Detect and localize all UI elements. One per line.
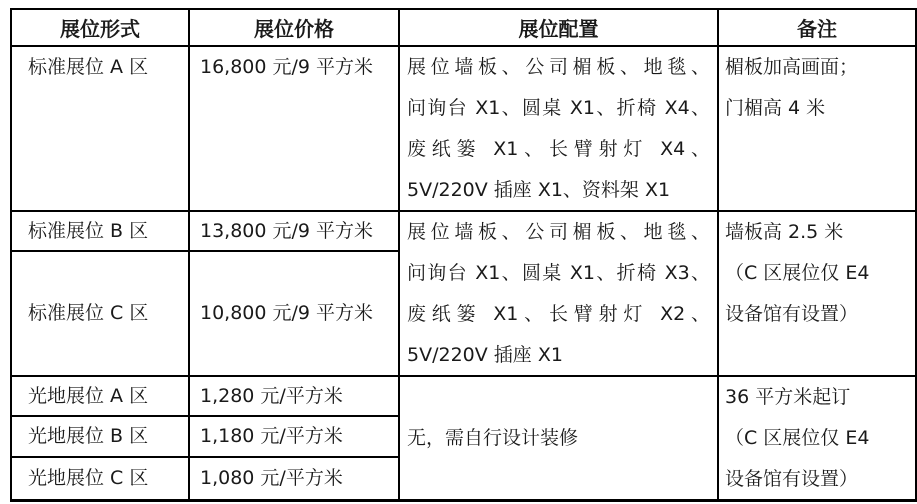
cell-standard-a-form [12, 47, 190, 212]
cell-open-note [719, 377, 915, 499]
cell-open-a-form [12, 377, 190, 417]
config-line: 5V/220V 插座 X1、资料架 X1 [407, 179, 671, 201]
booth-form-text: 光地展位 A 区 [28, 384, 149, 407]
col-header-label: 展位形式 [60, 17, 140, 41]
cell-open-config [400, 377, 719, 499]
booth-price-text: 10,800 元/9 平方米 [200, 302, 374, 324]
col-header-label: 备注 [797, 17, 837, 41]
cell-open-c-form [12, 458, 190, 499]
cell-open-b-form [12, 417, 190, 458]
note-line: （C 区展位仅 E4 [725, 262, 870, 284]
config-line: 问询台 X1、圆桌 X1、折椅 X3、 [407, 262, 710, 284]
config-line: 问询台 X1、圆桌 X1、折椅 X4、 [407, 97, 710, 119]
config-line: 展位墙板、公司楣板、地毯、 [407, 56, 710, 78]
note-line: 楣板加高画面； [725, 56, 859, 78]
cell-standard-bc-note [719, 212, 915, 377]
col-header-booth-form [12, 10, 190, 47]
note-line: 设备馆有设置） [725, 468, 859, 490]
cell-standard-c-form [12, 252, 190, 377]
col-header-notes [719, 10, 915, 47]
booth-form-text: 标准展位 A 区 [28, 56, 149, 78]
note-line: 门楣高 4 米 [725, 97, 826, 119]
cell-standard-b-price [190, 212, 400, 252]
cell-standard-bc-config [400, 212, 719, 377]
booth-form-text: 光地展位 B 区 [28, 425, 149, 447]
cell-open-b-price [190, 417, 400, 458]
cell-standard-b-form [12, 212, 190, 252]
note-line: 36 平方米起订 [725, 386, 851, 408]
col-header-label: 展位价格 [254, 17, 334, 41]
col-header-label: 展位配置 [518, 17, 599, 41]
booth-price-text: 1,080 元/平方米 [200, 467, 343, 489]
col-header-booth-price [190, 10, 400, 47]
cell-standard-a-config [400, 47, 719, 212]
col-header-booth-config [400, 10, 719, 47]
booth-form-text: 标准展位 B 区 [28, 219, 149, 242]
cell-standard-a-price [190, 47, 400, 212]
cell-open-a-price [190, 377, 400, 417]
booth-form-text: 光地展位 C 区 [28, 467, 149, 489]
booth-price-text: 1,280 元/平方米 [200, 384, 343, 407]
booth-form-text: 标准展位 C 区 [28, 302, 149, 324]
booth-price-text: 1,180 元/平方米 [200, 425, 343, 447]
note-line: （C 区展位仅 E4 [725, 427, 870, 449]
config-line: 5V/220V 插座 X1 [407, 344, 563, 366]
config-line: 展位墙板、公司楣板、地毯、 [407, 221, 710, 243]
config-line: 废纸篓 X1、长臂射灯 X2、 [407, 303, 710, 325]
note-line: 墙板高 2.5 米 [725, 221, 844, 243]
booth-price-text: 13,800 元/9 平方米 [200, 219, 374, 242]
booth-price-table [10, 8, 917, 502]
config-text: 无，需自行设计装修 [407, 426, 579, 449]
note-line: 设备馆有设置） [725, 303, 859, 325]
cell-open-c-price [190, 458, 400, 499]
cell-standard-c-price [190, 252, 400, 377]
config-line: 废纸篓 X1、长臂射灯 X4、 [407, 138, 710, 160]
cell-standard-a-note [719, 47, 915, 212]
booth-price-text: 16,800 元/9 平方米 [200, 56, 374, 78]
